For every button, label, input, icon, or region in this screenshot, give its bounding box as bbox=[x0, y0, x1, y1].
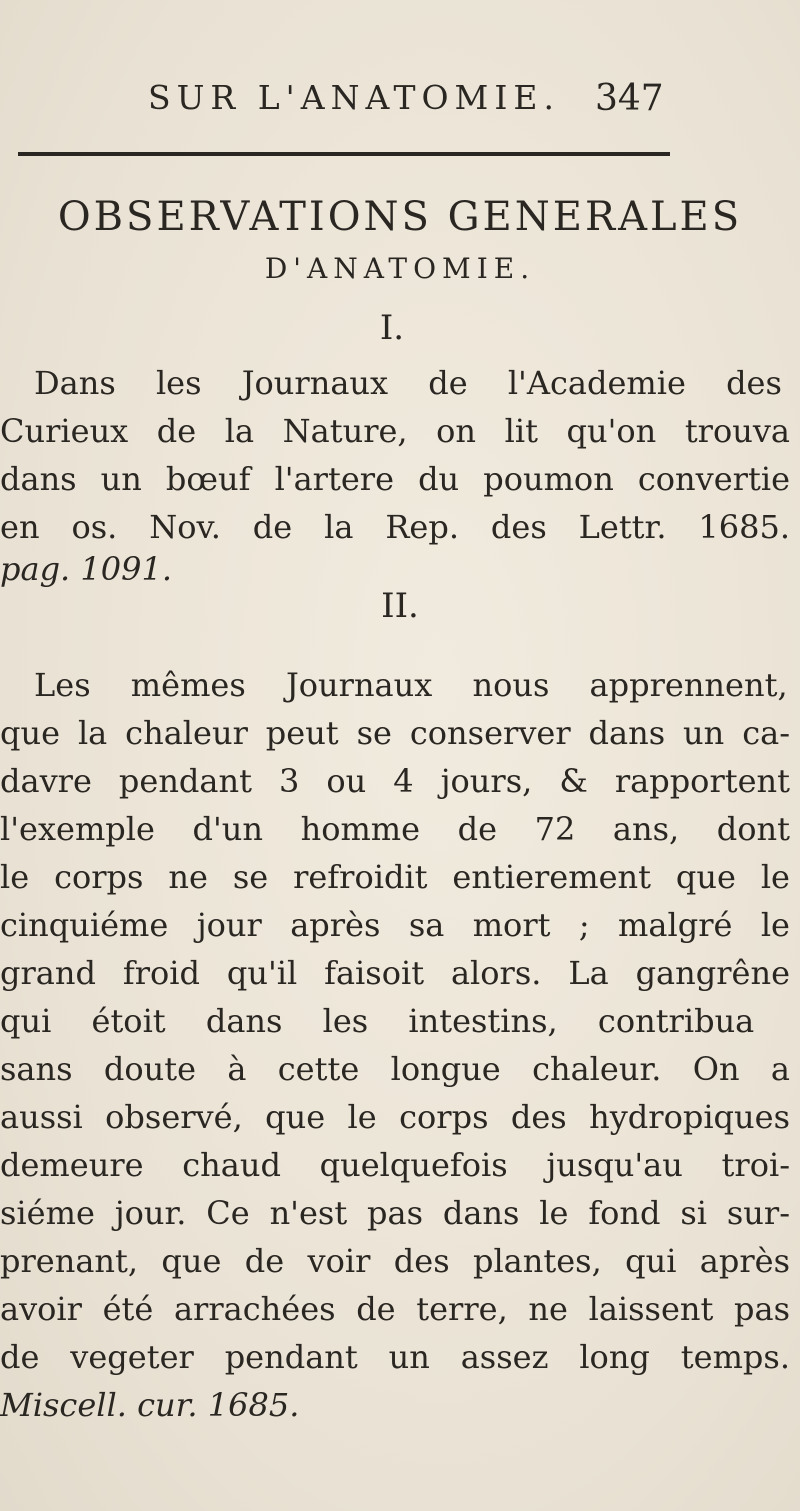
article-2-line: cinquiéme jour après sa mort ; malgré le bbox=[0, 906, 790, 944]
article-2-line: qui étoit dans les intestins, contribua bbox=[0, 1002, 755, 1040]
article-1-line: Dans les Journaux de l'Academie des bbox=[34, 364, 782, 402]
section-title: OBSERVATIONS GENERALES bbox=[57, 194, 743, 240]
page-number: 347 bbox=[595, 78, 664, 119]
article-2-line: grand froid qu'il faisoit alors. La gangrêne bbox=[0, 954, 790, 992]
article-2-line: Miscell. cur. 1685. bbox=[0, 1386, 300, 1424]
article-2-line: le corps ne se refroidit entierement que le bbox=[0, 858, 790, 896]
article-1-line: dans un bœuf l'artere du poumon convertie bbox=[0, 460, 790, 498]
article-2-line: que la chaleur peut se conserver dans un ca- bbox=[0, 714, 790, 752]
article-2-line: avoir été arrachées de terre, ne laissent pas bbox=[0, 1290, 790, 1328]
article-2-line: l'exemple d'un homme de 72 ans, dont bbox=[0, 810, 790, 848]
article-2-line: prenant, que de voir des plantes, qui après bbox=[0, 1242, 790, 1280]
article-2-line: siéme jour. Ce n'est pas dans le fond si sur- bbox=[0, 1194, 790, 1232]
running-title: SUR L'ANATOMIE. bbox=[148, 78, 560, 117]
article-numeral-2: II. bbox=[381, 586, 419, 626]
article-1-line: pag. 1091. bbox=[0, 550, 172, 588]
article-1-line: Curieux de la Nature, on lit qu'on trouva bbox=[0, 412, 790, 450]
article-numeral-1: I. bbox=[379, 308, 405, 348]
article-2-line: davre pendant 3 ou 4 jours, & rapportent bbox=[0, 762, 790, 800]
article-2-line: aussi observé, que le corps des hydropiques bbox=[0, 1098, 790, 1136]
section-subtitle: D'ANATOMIE. bbox=[264, 252, 536, 285]
article-2-line: de vegeter pendant un assez long temps. bbox=[0, 1338, 790, 1376]
running-head bbox=[0, 78, 800, 128]
article-2-line: sans doute à cette longue chaleur. On a bbox=[0, 1050, 790, 1088]
article-2-line: Les mêmes Journaux nous apprennent, bbox=[34, 666, 788, 704]
article-2-line: demeure chaud quelquefois jusqu'au troi- bbox=[0, 1146, 790, 1184]
article-1-line: en os. Nov. de la Rep. des Lettr. 1685. bbox=[0, 508, 790, 546]
header-rule bbox=[18, 152, 670, 156]
